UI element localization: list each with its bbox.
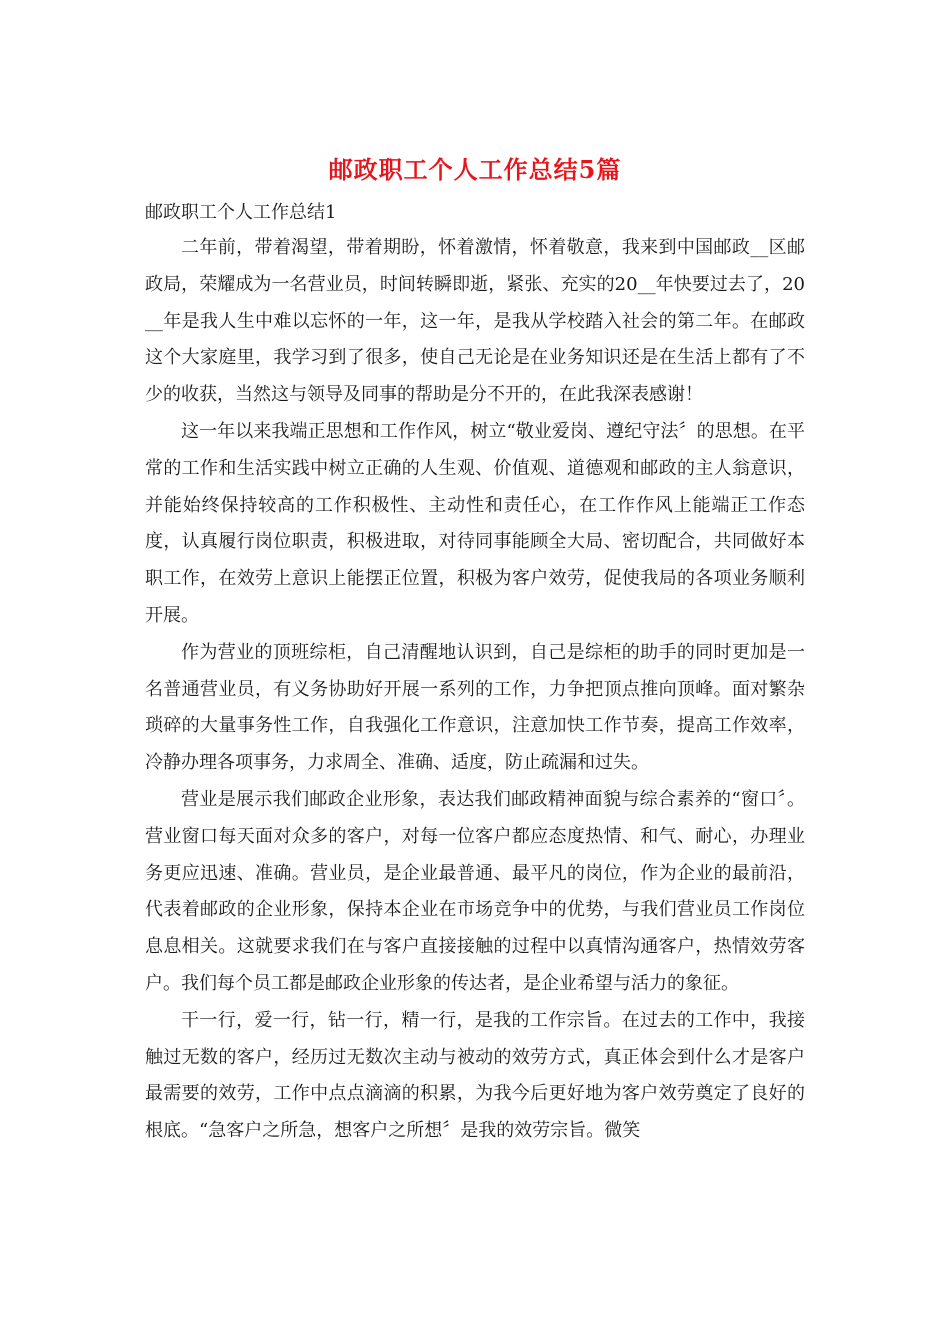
paragraph-5: 干一行，爱一行，钻一行，精一行，是我的工作宗旨。在过去的工作中，我接触过无数的客户，经历过无数次主动与被动的效劳方式，真正体会到什么才是客户最需要的效劳，工作中点点滴滴的积累，为我今后更好地为客户效劳奠定了良好的根底。“急客户之所急，想客户之所想〞是我的效劳宗旨。微笑 (145, 1009, 805, 1142)
paragraph-2: 这一年以来我端正思想和工作作风，树立“敬业爱岗、遵纪守法〞的思想。在平常的工作和生活实践中树立正确的人生观、价值观、道德观和邮政的主人翁意识，并能始终保持较高的工作积极性、主动性和责任心，在工作作风上能端正工作态度，认真履行岗位职责，积极进取，对待同事能顾全大局、密切配合，共同做好本职工作，在效劳上意识上能摆正位置，积极为客户效劳，促使我局的各项业务顺利开展。 (145, 420, 805, 626)
paragraph-3: 作为营业的顶班综柜，自己清醒地认识到，自己是综柜的助手的同时更加是一名普通营业员，有义务协助好开展一系列的工作，力争把顶点推向顶峰。面对繁杂琐碎的大量事务性工作，自我强化工作意识，注意加快工作节奏，提高工作效率，冷静办理各项事务，力求周全、准确、适度，防止疏漏和过失。 (145, 641, 805, 774)
paragraph-1: 二年前，带着渴望，带着期盼，怀着激情，怀着敬意，我来到中国邮政__区邮政局，荣耀成为一名营业员，时间转瞬即逝，紧张、充实的20__年快要过去了，20__年是我人生中难以忘怀的一年，这一年，是我从学校踏入社会的第二年。在邮政这个大家庭里，我学习到了很多，使自己无论是在业务知识还是在生活上都有了不少的收获，当然这与领导及同事的帮助是分不开的，在此我深表感谢！ (145, 237, 805, 406)
document-body (145, 196, 805, 1150)
paragraph-4: 营业是展示我们邮政企业形象，表达我们邮政精神面貌与综合素养的“窗口〞。营业窗口每天面对众多的客户，对每一位客户都应态度热情、和气、耐心，办理业务更应迅速、准确。营业员，是企业最普通、最平凡的岗位，作为企业的最前沿，代表着邮政的企业形象，保持本企业在市场竞争中的优势，与我们营业员工作岗位息息相关。这就要求我们在与客户直接接触的过程中以真情沟通客户，热情效劳客户。我们每个员工都是邮政企业形象的传达者，是企业希望与活力的象征。 (145, 788, 805, 994)
document-title: 邮政职工个人工作总结5篇 (328, 155, 622, 184)
section-heading: 邮政职工个人工作总结1 (145, 202, 337, 223)
